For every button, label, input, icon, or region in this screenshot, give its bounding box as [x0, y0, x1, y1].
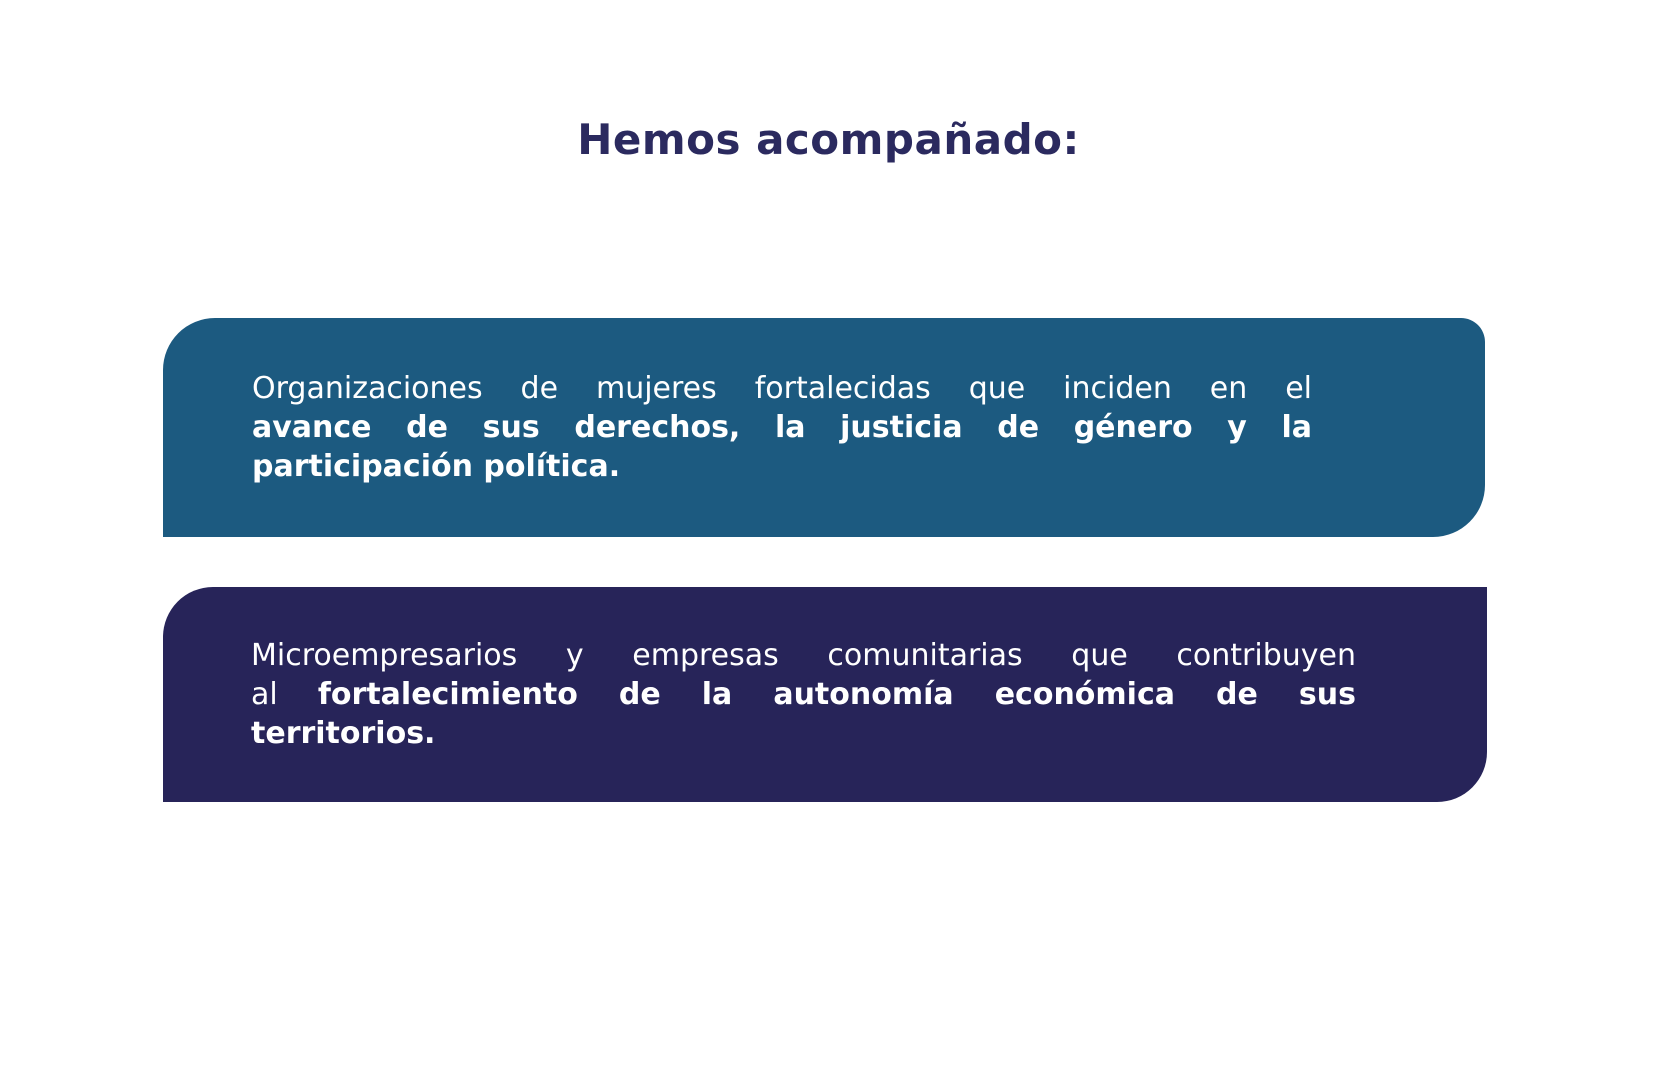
text-segment-bold: fortalecimiento de la autonomía económica de sus: [317, 677, 1356, 712]
text-segment: Organizaciones de mujeres fortalecidas que inciden en el: [252, 371, 1312, 406]
text-segment-bold: participación política.: [252, 449, 621, 484]
page-title: Hemos acompañado:: [577, 115, 1080, 164]
card-text-line: [252, 408, 1312, 447]
card-microenterprises: [163, 587, 1487, 802]
text-segment: al: [251, 677, 278, 712]
card-text-line: [252, 447, 1312, 486]
card-text-line: [251, 714, 1356, 753]
text-segment: Microempresarios y empresas comunitarias que contribuyen: [251, 638, 1356, 673]
card-text-line: [251, 675, 1356, 714]
text-segment-bold: territorios.: [251, 716, 436, 751]
card-text-line: [251, 636, 1356, 675]
text-segment-bold: avance de sus derechos, la justicia de género y la: [252, 410, 1312, 445]
card-text-line: [252, 369, 1312, 408]
card-women-organizations: [163, 318, 1485, 537]
